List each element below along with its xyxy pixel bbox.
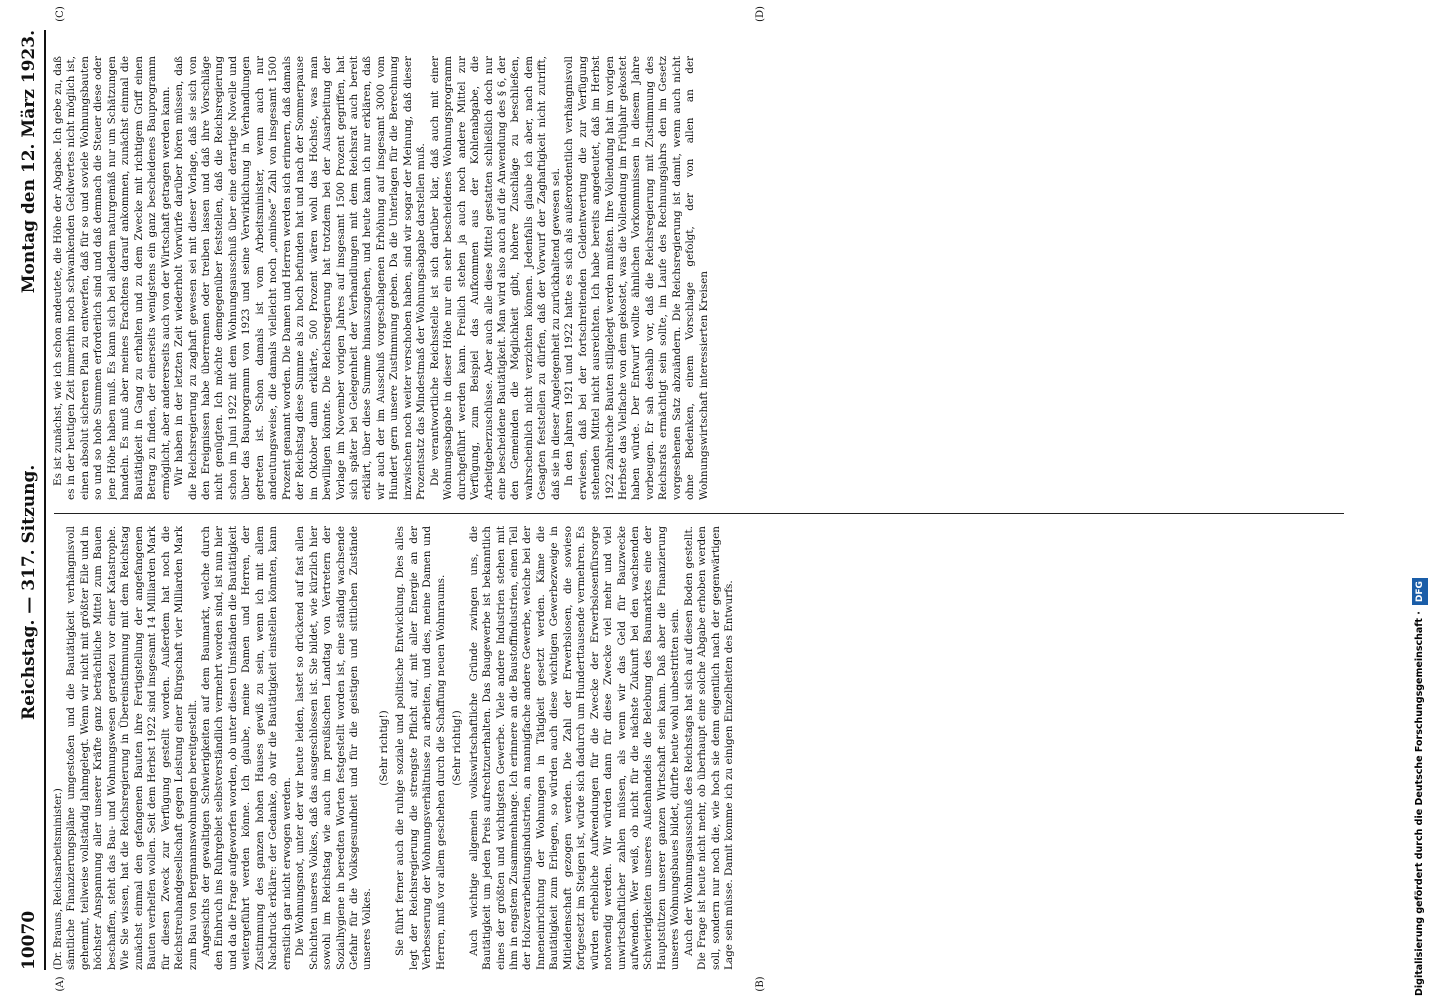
header-date: Montag den 12. März 1923. [19, 30, 39, 294]
funding-stamp-text: Digitalisierung gefördert durch die Deutsche Forschungsgemeinschaft · [1414, 611, 1425, 996]
paragraph: In den Jahren 1921 und 1922 hatte es sich als außerordentlich verhängnisvoll erwiesen, daß bei der fortschreitenden Geldentwertung die zur Verfügung stehenden Mittel nicht ausreichten. Ich habe bereits angedeutet, daß im Herbst 1922 zahlreiche Bauten stillgelegt werden mußten. Ihre Vollendung hat im vorigen Herbste das Vielfache von dem gekostet, was die Vollendung im Frühjahr gekostet haben würde. Der Entwurf wollte ähnlichen Vorkommnissen in diesem Jahre vorbeugen. Er sah deshalb vor, daß die Reichsregierung mit Zustimmung des Reichsrats ermächtigt sein sollte, im Laufe des Rechnungsjahrs den im Gesetz vorgesehenen Satz abzuändern. Die Reichsregierung ist damit, wenn auch nicht ohne Bedenken, einem Vorschlage gefolgt, der von allen an der Wohnungswirtschaft interessierten Kreisen [563, 56, 710, 500]
rotated-page [16, 6, 1366, 992]
margin-mark-b: (B) [755, 976, 766, 992]
paragraph: Es ist zunächst, wie ich schon andeutete, die Höhe der Abgabe. Ich gebe zu, daß es in der heutigen Zeit immerhin noch schwankenden Geldwertes nicht möglich ist, einen absolut sicheren Plan zu entwerfen, daß für so und soviele Wohnungsbauten so und so hohe Summen erforderlich sind und daß demnach die Steuer diese oder jene Höhe haben muß. Es kann sich bei alledem naturgemäß nur um Schätzungen handeln. Es muß aber meines Erachtens darauf ankommen, zunächst einmal die Bautätigkeit in Gang zu erhalten und zu dem Zwecke mit richtigem Griff einen Betrag zu finden, der einerseits wenigstens ein ganz bescheidenes Bauprogramm ermöglicht, aber andererseits auch von der Wirtschaft getragen werden kann. [52, 56, 172, 500]
paragraph: Wir haben in der letzten Zeit wiederholt Vorwürfe darüber hören müssen, daß die Reichsregierung zu zaghaft gewesen sei mit dieser Vorlage, daß sie sich von den Ereignissen habe überrennen oder treiben lassen und daß ihre Vorschläge nicht genügten. Ich möchte demgegenüber feststellen, daß die Reichsregierung schon im Juni 1922 mit dem Wohnungsausschuß über eine derartige Novelle und über das Bauprogramm von 1923 und seine Verwirklichung in Verhandlungen getreten ist. Schon damals ist vom Arbeitsminister, wenn auch nur andeutungsweise, die damals vielleicht noch „ominöse“ Zahl von insgesamt 1500 Prozent genannt worden. Die Damen und Herren werden sich erinnern, daß damals der Reichstag diese Summe als zu hoch befunden hat und nach der Sommerpause im Oktober dann erklärte, 500 Prozent wären wohl das Höchste, was man bewilligen könnte. Die Reichsregierung hat trotzdem bei der Ausarbeitung der Vorlage im November vorigen Jahres auf insgesamt 1500 Prozent gegriffen, hat sich später bei Gelegenheit der Verhandlungen mit dem Reichsrat auch bereit erklärt, über diese Summe hinauszugehen, und heute kann ich nur erklären, daß wir auch der im Ausschuß vorgeschlagenen Erhöhung auf insgesamt 3000 vom Hundert gern unsere Zustimmung geben. Da die Unterlagen für die Berechnung inzwischen noch weiter verschoben haben, sind wir sogar der Meinung, daß dieser Prozentsatz das Mindestmaß der Wohnungsabgabe darstellen muß. [173, 56, 428, 500]
header-rule [44, 30, 46, 970]
margin-mark-c: (C) [55, 6, 66, 22]
paragraph: Angesichts der gewaltigen Schwierigkeiten auf dem Baumarkt, welche durch den Einbruch ins Ruhrgebiet selbstverständlich vermehrt worden sind, ist nun hier und da die Frage aufgeworfen worden, ob unter diesen Umständen die Bautätigkeit weitergeführt werden könne. Ich glaube, meine Damen und Herren, der Zustimmung des ganzen hohen Hauses gewiß zu sein, wenn ich mit allem Nachdruck erkläre: der Gedanke, ob wir die Bautätigkeit einstellen könnten, kann ernstlich gar nicht erwogen werden. [199, 526, 293, 970]
paragraph: Auch der Wohnungsausschuß des Reichstags hat sich auf diesen Boden gestellt. Die Frage ist heute nicht mehr, ob überhaupt eine solche Abgabe erhoben werden soll, sondern nur noch die, wie hoch sie denn eigentlich nach der gegenwärtigen Lage sein müsse. Damit komme ich zu einigen Einzelheiten des Entwurfs. [682, 526, 736, 970]
margin-mark-d: (D) [755, 6, 766, 22]
right-column [52, 56, 1352, 500]
running-header [16, 30, 42, 970]
column-rule [54, 513, 1344, 514]
paragraph: Sie führt ferner auch die ruhige soziale und politische Entwicklung. Dies alles legt der Reichsregierung die strengste Pflicht auf, mit aller Energie an der Verbesserung der Wohnungsverhältnisse zu arbeiten, und dies, meine Damen und Herren, muß vor allem geschehen durch die Schaffung neuen Wohnraums. [394, 526, 447, 970]
funding-stamp [1412, 6, 1428, 996]
paragraph: Die verantwortliche Reichsstelle ist sich darüber klar, daß auch mit einer Wohnungsabgabe in dieser Höhe nur ein sehr bescheidenes Wohnungsprogramm durchgeführt werden kann. Freilich stehen ja auch noch andere Mittel zur Verfügung, zum Beispiel das Aufkommen aus der Kohlenabgabe, die Arbeitgeberzuschüsse. Aber auch alle diese Mittel gestatten schließlich doch nur eine bescheidene Bautätigkeit. Man wird also auch auf die Anwendung des § 6, der den Gemeinden die Möglichkeit gibt, höhere Zuschläge zu beschließen, wahrscheinlich nicht verzichten können. Jedenfalls glaube ich aber, nach dem Gesagten feststellen zu dürfen, daß der Vorwurf der Zaghaftigkeit nicht zutrifft, daß sie in dieser Angelegenheit zu zurückhaltend gewesen sei. [428, 56, 562, 500]
interjection: (Sehr richtig!) [377, 710, 390, 786]
paragraph: Die Wohnungsnot, unter der wir heute leiden, lastet so drückend auf fast allen Schichten unseres Volkes, daß das ausgeschlossen ist. Sie bildet, wie kürzlich hier sowohl im Reichstag wie auch im preußischen Landtag von Vertretern der Sozialhygiene in beredten Worten festgestellt worden ist, eine ständig wachsende Gefahr für die Volksgesundheit und für die geistigen und sittlichen Zustände unseres Volkes. [294, 526, 374, 970]
margin-mark-a: (A) [55, 976, 66, 992]
page-number: 10070 [19, 910, 39, 970]
paragraph: Auch wichtige allgemein volkswirtschaftliche Gründe zwingen uns, die Bautätigkeit um jeden Preis aufrechtzuerhalten. Das Baugewerbe ist bekanntlich eines der größten und wichtigsten Gewerbe. Viele andere Industrien stehen mit ihm in engstem Zusammenhange. Ich erinnere an die Baustoffindustrien, einen Teil der Holzverarbeitungsindustrien, an mannigfache andere Gewerbe, welche bei der Inneneinrichtung der Wohnungen in Tätigkeit gesetzt werden. Käme die Bautätigkeit zum Erliegen, so würden auch diese wichtigen Gewerbezweige in Mitleidenschaft gezogen werden. Die Zahl der Erwerbslosen, die sowieso fortgesetzt im Steigen ist, würde sich dadurch um Hunderttausende vermehren. Es würden erhebliche Aufwendungen für die Zwecke der Erwerbslosenfürsorge notwendig werden. Wir würden dann für diese Zwecke viel mehr und viel unwirtschaftlicher zahlen müssen, als wenn wir das Geld für Bauzwecke aufwenden. Wer weiß, ob nicht für die nächste Zukunft bei den wachsenden Schwierigkeiten unseres Außenhandels die Belebung des Baumarktes eine der Hauptstützen unserer ganzen Wirtschaft sein kann. Daß aber die Finanzierung unseres Wohnungsbaues bildet, dürfte heute wohl unbestritten sein. [467, 526, 682, 970]
header-title: Reichstag. — 317. Sitzung. [19, 464, 39, 720]
dfg-logo: DFG [1412, 578, 1428, 605]
interjection: (Sehr richtig!) [451, 710, 464, 786]
left-column [52, 526, 1352, 970]
paragraph: sämtliche Finanzierungspläne umgestoßen und die Bautätigkeit verhängnisvoll gehemmt, teilweise vollständig lahmgelegt. Wenn wir nicht mit größter Eile und in höchster Anspannung aller unserer Kräfte ganz beträchtliche Mittel zum Bauen beschaffen, steht das Bau- und Wohnungswesen geradezu vor einer Katastrophe. Wie Sie wissen, hat die Reichsregierung in Übereinstimmung mit dem Reichstag zunächst einmal den gefangenen Bauten ihre Fertigstellung der angefangenen Bauten verhelfen wollen. Seit dem Herbst 1922 sind insgesamt 14 Milliarden Mark für diesen Zweck zur Verfügung gestellt worden. Außerdem hat noch die Reichstreuhandgesellschaft gegen Leistung einer Bürgschaft vier Milliarden Mark zum Bau von Bergmannswohnungen bereitgestellt. [65, 526, 199, 970]
speaker-line: (Dr. Brauns, Reichsarbeitsminister.) [53, 788, 64, 970]
